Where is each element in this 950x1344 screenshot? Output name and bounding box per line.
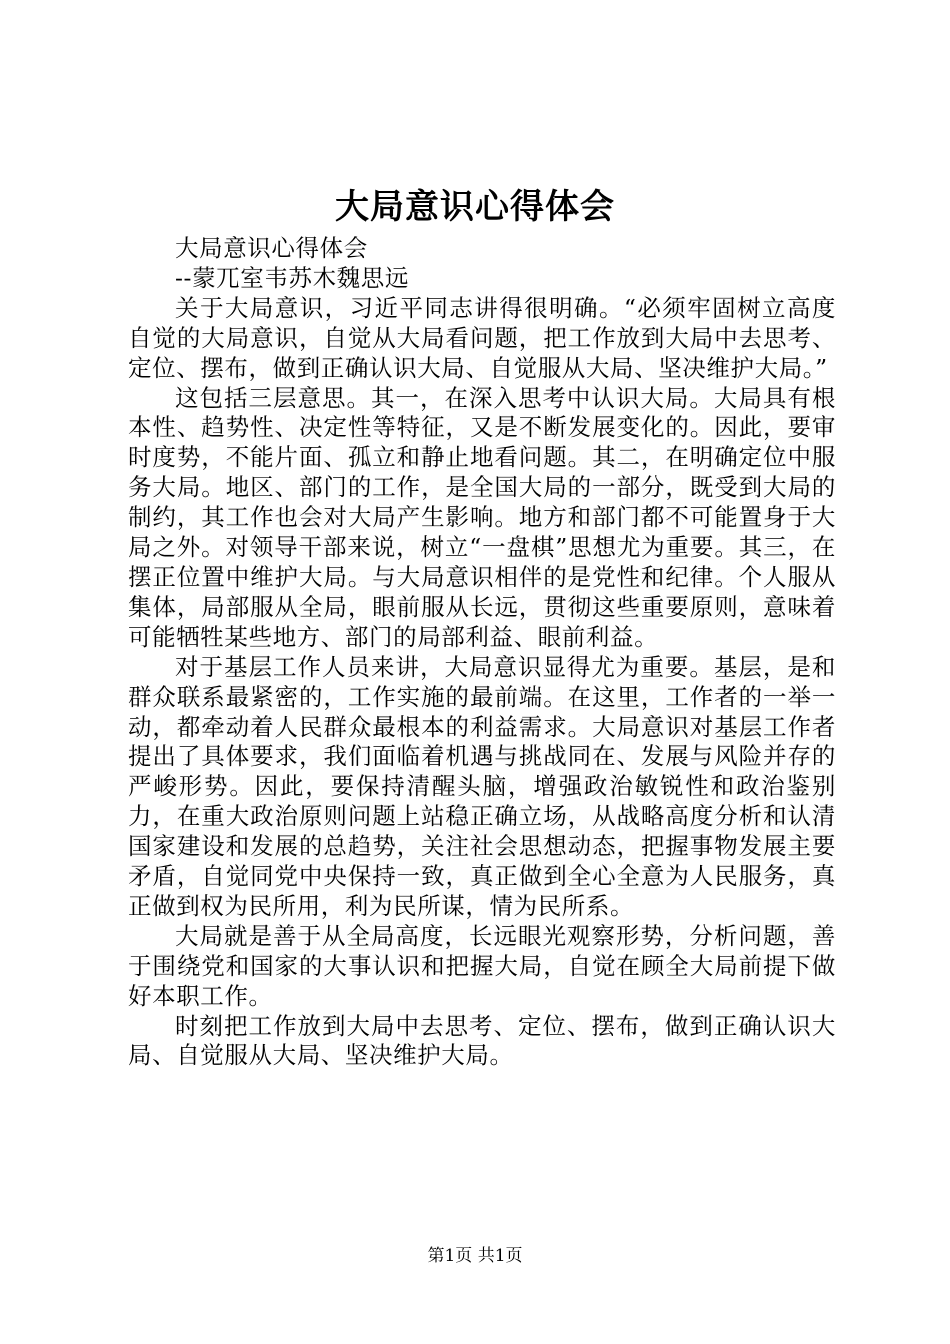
paragraph-2: 这包括三层意思。其一，在深入思考中认识大局。大局具有根本性、趋势性、决定性等特征，又是不断发展变化的。因此，要审时度势，不能片面、孤立和静止地看问题。其二，在明确定位中服务大局。地区、部门的工作，是全国大局的一部分，既受到大局的制约，其工作也会对大局产生影响。地方和部门都不可能置身于大局之外。对领导干部来说，树立“一盘棋”思想尤为重要。其三，在摆正位置中维护大局。与大局意识相伴的是党性和纪律。个人服从集体，局部服从全局，眼前服从长远，贯彻这些重要原则，意味着可能牺牲某些地方、部门的局部利益、眼前利益。 bbox=[128, 383, 836, 651]
paragraph-5: 时刻把工作放到大局中去思考、定位、摆布，做到正确认识大局、自觉服从大局、坚决维护大局。 bbox=[128, 1011, 836, 1070]
paragraph-1: 关于大局意识，习近平同志讲得很明确。“必须牢固树立高度自觉的大局意识，自觉从大局看问题，把工作放到大局中去思考、定位、摆布，做到正确认识大局、自觉服从大局、坚决维护大局。” bbox=[128, 293, 836, 382]
paragraph-4: 大局就是善于从全局高度，长远眼光观察形势，分析问题，善于围绕党和国家的大事认识和把握大局，自觉在顾全大局前提下做好本职工作。 bbox=[128, 921, 836, 1010]
paragraph-3: 对于基层工作人员来讲，大局意识显得尤为重要。基层，是和群众联系最紧密的，工作实施的最前端。在这里，工作者的一举一动，都牵动着人民群众最根本的利益需求。大局意识对基层工作者提出了具体要求，我们面临着机遇与挑战同在、发展与风险并存的严峻形势。因此，要保持清醒头脑，增强政治敏锐性和政治鉴别力，在重大政治原则问题上站稳正确立场，从战略高度分析和认清国家建设和发展的总趋势，关注社会思想动态，把握事物发展主要矛盾，自觉同党中央保持一致，真正做到全心全意为人民服务，真正做到权为民所用，利为民所谋，情为民所系。 bbox=[128, 652, 836, 920]
paragraph-author: --蒙兀室韦苏木魏思远 bbox=[175, 263, 409, 292]
paragraph-heading: 大局意识心得体会 bbox=[175, 234, 368, 262]
document-body bbox=[128, 234, 836, 1071]
document-title: 大局意识心得体会 bbox=[335, 187, 615, 227]
page-footer: 第1页 共1页 bbox=[427, 1246, 523, 1266]
